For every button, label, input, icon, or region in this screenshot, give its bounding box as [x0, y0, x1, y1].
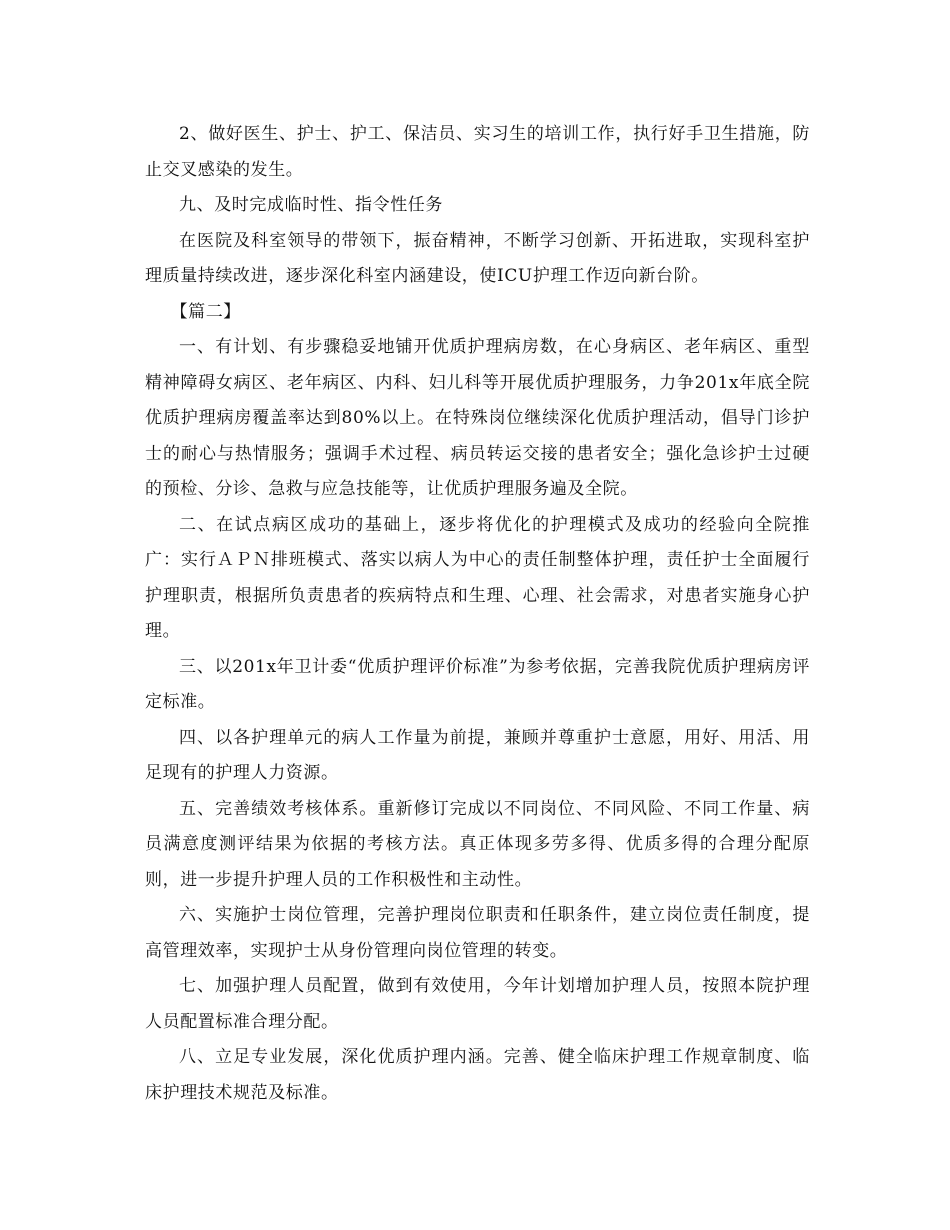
- paragraph-item-seven: 七、加强护理人员配置，做到有效使用，今年计划增加护理人员，按照本院护理人员配置标准合理分配。: [145, 976, 810, 1032]
- paragraph-section-nine-title: 九、及时完成临时性、指令性任务: [179, 195, 443, 215]
- paragraph-training-item: 2、做好医生、护士、护工、保洁员、实习生的培训工作，执行好手卫生措施，防止交叉感染的发生。: [145, 124, 810, 180]
- paragraph-leadership-summary: 在医院及科室领导的带领下，振奋精神，不断学习创新、开拓进取，实现科室护理质量持续改进，逐步深化科室内涵建设，使ICU护理工作迈向新台阶。: [145, 230, 810, 286]
- paragraph-item-two: 二、在试点病区成功的基础上，逐步将优化的护理模式及成功的经验向全院推广：实行ＡＰＮ排班模式、落实以病人为中心的责任制整体护理，责任护士全面履行护理职责，根据所负责患者的疾病特点和生理、心理、社会需求，对患者实施身心护理。: [145, 514, 810, 641]
- paragraph-item-five: 五、完善绩效考核体系。重新修订完成以不同岗位、不同风险、不同工作量、病员满意度测评结果为依据的考核方法。真正体现多劳多得、优质多得的合理分配原则，进一步提升护理人员的工作积极性和主动性。: [145, 798, 810, 890]
- document-body: [145, 117, 810, 1111]
- paragraph-item-six: 六、实施护士岗位管理，完善护理岗位职责和任职条件，建立岗位责任制度，提高管理效率，实现护士从身份管理向岗位管理的转变。: [145, 905, 810, 961]
- paragraph-item-three: 三、以201x年卫计委“优质护理评价标准”为参考依据，完善我院优质护理病房评定标准。: [145, 656, 810, 712]
- paragraph-item-eight: 八、立足专业发展，深化优质护理内涵。完善、健全临床护理工作规章制度、临床护理技术规范及标准。: [145, 1047, 810, 1103]
- section-heading: 【篇二】: [170, 301, 241, 322]
- paragraph-item-one: 一、有计划、有步骤稳妥地铺开优质护理病房数，在心身病区、老年病区、重型精神障碍女病区、老年病区、内科、妇儿科等开展优质护理服务，力争201x年底全院优质护理病房覆盖率达到80%以上。在特殊岗位继续深化优质护理活动，倡导门诊护士的耐心与热情服务；强调手术过程、病员转运交接的患者安全；强化急诊护士过硬的预检、分诊、急救与应急技能等，让优质护理服务遍及全院。: [145, 337, 810, 499]
- paragraph-item-four: 四、以各护理单元的病人工作量为前提，兼顾并尊重护士意愿，用好、用活、用足现有的护理人力资源。: [145, 727, 810, 783]
